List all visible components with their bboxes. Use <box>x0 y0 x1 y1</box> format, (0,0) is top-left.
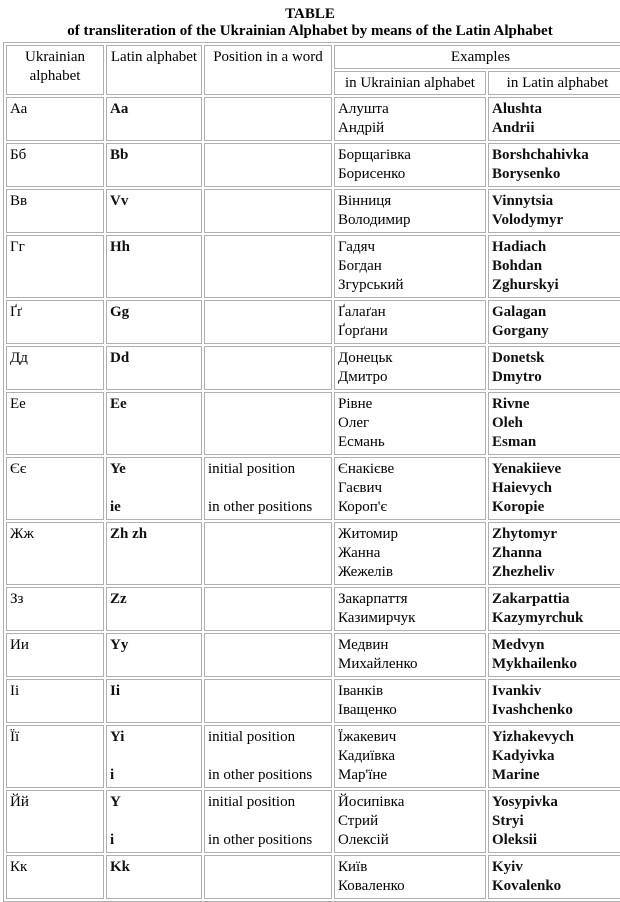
position-cell <box>204 633 332 677</box>
ukrainian-letter: Йй <box>10 794 29 810</box>
example-ukrainian: Медвин <box>338 637 389 653</box>
latin-letter-cell <box>106 633 202 677</box>
header-in-latin-alphabet: in Latin alphabet <box>488 71 620 95</box>
table-row <box>6 457 620 520</box>
latin-letter: ie <box>110 499 121 515</box>
latin-letter-cell <box>106 300 202 344</box>
example-latin-cell <box>488 522 620 585</box>
example-latin: Zhanna <box>492 545 543 561</box>
ukrainian-letter: Єє <box>10 461 27 477</box>
example-ukrainian: Вінниця <box>338 193 392 209</box>
latin-letter-cell <box>106 189 202 233</box>
ukrainian-letter-cell <box>6 189 104 233</box>
position-text: in other positions <box>208 499 313 515</box>
latin-letter: i <box>110 767 115 783</box>
example-ukrainian: Житомир <box>338 526 399 542</box>
position-cell <box>204 457 332 520</box>
example-ukrainian-cell <box>334 522 486 585</box>
example-ukrainian-cell <box>334 300 486 344</box>
example-ukrainian-cell <box>334 346 486 390</box>
ukrainian-letter-cell <box>6 392 104 455</box>
example-ukrainian: Рівне <box>338 396 373 412</box>
ukrainian-letter-cell <box>6 522 104 585</box>
ukrainian-letter: Ґґ <box>10 304 23 320</box>
latin-letter: Gg <box>110 304 130 320</box>
example-latin: Vinnytsia <box>492 193 554 209</box>
latin-letter: Ee <box>110 396 127 412</box>
example-latin: Kazymyrchuk <box>492 610 584 626</box>
latin-letter: i <box>110 832 115 848</box>
table-row <box>6 189 620 233</box>
latin-letter-cell <box>106 143 202 187</box>
position-cell <box>204 392 332 455</box>
example-ukrainian-cell <box>334 587 486 631</box>
position-text: initial position <box>208 794 296 810</box>
position-cell <box>204 300 332 344</box>
example-latin-cell <box>488 587 620 631</box>
position-text: initial position <box>208 461 296 477</box>
position-cell <box>204 97 332 141</box>
example-latin: Medvyn <box>492 637 545 653</box>
example-ukrainian: Богдан <box>338 258 382 274</box>
example-ukrainian-cell <box>334 457 486 520</box>
example-ukrainian: Володимир <box>338 212 411 228</box>
latin-letter-cell <box>106 457 202 520</box>
position-cell <box>204 790 332 853</box>
example-ukrainian-cell <box>334 725 486 788</box>
table-body <box>6 97 620 899</box>
example-ukrainian-cell <box>334 143 486 187</box>
ukrainian-letter: Зз <box>10 591 24 607</box>
latin-letter-cell <box>106 522 202 585</box>
ukrainian-letter: Ии <box>10 637 29 653</box>
example-latin-cell <box>488 855 620 899</box>
latin-letter: Zz <box>110 591 127 607</box>
example-ukrainian: Андрій <box>338 120 385 136</box>
example-ukrainian: Жежелів <box>338 564 393 580</box>
ukrainian-letter: Бб <box>10 147 27 163</box>
ukrainian-letter-cell <box>6 725 104 788</box>
header-ukrainian-alphabet: Ukrainian alphabet <box>6 45 104 95</box>
example-ukrainian-cell <box>334 97 486 141</box>
example-ukrainian-cell <box>334 790 486 853</box>
latin-letter-cell <box>106 790 202 853</box>
example-ukrainian: Олег <box>338 415 370 431</box>
example-ukrainian: Іванків <box>338 683 384 699</box>
table-row <box>6 235 620 298</box>
position-cell <box>204 235 332 298</box>
example-latin: Gorgany <box>492 323 549 339</box>
example-ukrainian: Гаєвич <box>338 480 383 496</box>
example-ukrainian: Короп'є <box>338 499 387 515</box>
ukrainian-letter-cell <box>6 300 104 344</box>
example-ukrainian-cell <box>334 235 486 298</box>
example-latin: Zghurskyi <box>492 277 559 293</box>
example-latin: Alushta <box>492 101 543 117</box>
example-latin-cell <box>488 97 620 141</box>
ukrainian-letter-cell <box>6 679 104 723</box>
ukrainian-letter: Гг <box>10 239 25 255</box>
position-text <box>208 812 328 831</box>
example-ukrainian: Стрий <box>338 813 379 829</box>
example-ukrainian: Йосипівка <box>338 794 405 810</box>
example-latin-cell <box>488 633 620 677</box>
example-latin: Zakarpattia <box>492 591 570 607</box>
example-latin-cell <box>488 679 620 723</box>
position-cell <box>204 587 332 631</box>
header-latin-alphabet: Latin alphabet <box>106 45 202 95</box>
ukrainian-letter-cell <box>6 346 104 390</box>
example-ukrainian: Алушта <box>338 101 389 117</box>
latin-letter-cell <box>106 392 202 455</box>
example-latin-cell <box>488 143 620 187</box>
example-ukrainian-cell <box>334 189 486 233</box>
latin-letter-cell <box>106 725 202 788</box>
example-latin: Oleksii <box>492 832 538 848</box>
example-latin-cell <box>488 346 620 390</box>
example-ukrainian: Ґалаґан <box>338 304 386 320</box>
example-latin: Borshchahivka <box>492 147 589 163</box>
example-ukrainian: Кадиївка <box>338 748 396 764</box>
example-ukrainian: Казимирчук <box>338 610 416 626</box>
latin-letter: Yy <box>110 637 129 653</box>
ukrainian-letter-cell <box>6 587 104 631</box>
example-latin: Hadiach <box>492 239 547 255</box>
header-examples: Examples <box>334 45 620 69</box>
latin-letter: Yi <box>110 729 125 745</box>
ukrainian-letter-cell <box>6 97 104 141</box>
example-ukrainian: Есмань <box>338 434 385 450</box>
latin-letter-cell <box>106 679 202 723</box>
ukrainian-letter: Іі <box>10 683 20 699</box>
ukrainian-letter-cell <box>6 855 104 899</box>
ukrainian-letter-cell <box>6 457 104 520</box>
position-cell <box>204 855 332 899</box>
example-ukrainian: Закарпаття <box>338 591 408 607</box>
example-ukrainian: Єнакієве <box>338 461 395 477</box>
example-latin-cell <box>488 235 620 298</box>
latin-letter: Ye <box>110 461 126 477</box>
latin-letter: Hh <box>110 239 131 255</box>
example-ukrainian: Київ <box>338 859 368 875</box>
table-row <box>6 790 620 853</box>
position-text <box>208 479 328 498</box>
ukrainian-letter: Вв <box>10 193 28 209</box>
example-latin: Volodymyr <box>492 212 564 228</box>
ukrainian-letter: Кк <box>10 859 28 875</box>
example-ukrainian: Гадяч <box>338 239 376 255</box>
table-row <box>6 855 620 899</box>
latin-letter: Y <box>110 794 121 810</box>
example-ukrainian-cell <box>334 679 486 723</box>
example-latin-cell <box>488 790 620 853</box>
example-latin: Galagan <box>492 304 547 320</box>
example-latin: Koropie <box>492 499 545 515</box>
example-latin: Stryi <box>492 813 524 829</box>
latin-letter <box>110 479 198 498</box>
latin-letter: Aa <box>110 101 129 117</box>
position-cell <box>204 143 332 187</box>
latin-letter-cell <box>106 587 202 631</box>
ukrainian-letter: Ее <box>10 396 26 412</box>
example-latin: Marine <box>492 767 540 783</box>
example-latin-cell <box>488 300 620 344</box>
example-ukrainian: Донецьк <box>338 350 393 366</box>
example-ukrainian: Згурський <box>338 277 404 293</box>
example-latin-cell <box>488 392 620 455</box>
ukrainian-letter-cell <box>6 143 104 187</box>
latin-letter: Kk <box>110 859 131 875</box>
position-text <box>208 747 328 766</box>
header-position-in-word: Position in a word <box>204 45 332 95</box>
example-latin: Yenakiieve <box>492 461 562 477</box>
latin-letter: Bb <box>110 147 129 163</box>
table-row <box>6 392 620 455</box>
latin-letter-cell <box>106 855 202 899</box>
example-ukrainian: Жанна <box>338 545 381 561</box>
ukrainian-letter: Її <box>10 729 20 745</box>
example-latin: Esman <box>492 434 537 450</box>
position-text: initial position <box>208 729 296 745</box>
latin-letter: Dd <box>110 350 130 366</box>
example-ukrainian-cell <box>334 633 486 677</box>
ukrainian-letter: Жж <box>10 526 34 542</box>
position-cell <box>204 346 332 390</box>
position-cell <box>204 679 332 723</box>
example-latin-cell <box>488 457 620 520</box>
position-cell <box>204 189 332 233</box>
ukrainian-letter-cell <box>6 633 104 677</box>
example-ukrainian: Їжакевич <box>338 729 397 745</box>
example-ukrainian-cell <box>334 392 486 455</box>
example-latin: Zhezheliv <box>492 564 555 580</box>
ukrainian-letter: Дд <box>10 350 28 366</box>
table-row <box>6 587 620 631</box>
ukrainian-letter-cell <box>6 235 104 298</box>
example-latin: Oleh <box>492 415 523 431</box>
table-row <box>6 679 620 723</box>
latin-letter: Zh zh <box>110 526 148 542</box>
header-in-ukrainian-alphabet: in Ukrainian alphabet <box>334 71 486 95</box>
table-row <box>6 300 620 344</box>
example-latin: Zhytomyr <box>492 526 557 542</box>
latin-letter <box>110 812 198 831</box>
example-latin: Yosypivka <box>492 794 558 810</box>
example-latin-cell <box>488 189 620 233</box>
table-row <box>6 143 620 187</box>
example-ukrainian: Коваленко <box>338 878 405 894</box>
example-latin: Rivne <box>492 396 530 412</box>
example-ukrainian: Дмитро <box>338 369 388 385</box>
table-row <box>6 725 620 788</box>
example-ukrainian: Борисенко <box>338 166 406 182</box>
transliteration-table <box>3 42 620 902</box>
example-latin: Donetsk <box>492 350 545 366</box>
table-title: TABLE <box>285 6 335 22</box>
example-ukrainian: Олексій <box>338 832 389 848</box>
table-row <box>6 346 620 390</box>
example-latin: Bohdan <box>492 258 543 274</box>
ukrainian-letter-cell <box>6 790 104 853</box>
latin-letter-cell <box>106 346 202 390</box>
table-subtitle: of transliteration of the Ukrainian Alphabet by means of the Latin Alphabet <box>67 23 553 39</box>
example-latin: Yizhakevych <box>492 729 574 745</box>
example-ukrainian: Ґорґани <box>338 323 388 339</box>
example-latin: Kovalenko <box>492 878 562 894</box>
latin-letter <box>110 747 198 766</box>
example-ukrainian: Борщагівка <box>338 147 411 163</box>
example-latin: Andrii <box>492 120 535 136</box>
position-cell <box>204 725 332 788</box>
position-text: in other positions <box>208 832 313 848</box>
latin-letter: Ii <box>110 683 121 699</box>
latin-letter: Vv <box>110 193 129 209</box>
example-ukrainian: Михайленко <box>338 656 418 672</box>
table-row <box>6 633 620 677</box>
example-latin: Haievych <box>492 480 552 496</box>
example-ukrainian: Іващенко <box>338 702 397 718</box>
example-ukrainian-cell <box>334 855 486 899</box>
example-latin: Mykhailenko <box>492 656 578 672</box>
position-cell <box>204 522 332 585</box>
example-ukrainian: Мар'їне <box>338 767 388 783</box>
example-latin: Ivankiv <box>492 683 542 699</box>
example-latin-cell <box>488 725 620 788</box>
position-text: in other positions <box>208 767 313 783</box>
example-latin: Kadyivka <box>492 748 555 764</box>
example-latin: Dmytro <box>492 369 542 385</box>
ukrainian-letter: Аа <box>10 101 28 117</box>
latin-letter-cell <box>106 235 202 298</box>
table-row <box>6 97 620 141</box>
example-latin: Borysenko <box>492 166 561 182</box>
example-latin: Ivashchenko <box>492 702 573 718</box>
table-row <box>6 522 620 585</box>
latin-letter-cell <box>106 97 202 141</box>
example-latin: Kyiv <box>492 859 523 875</box>
